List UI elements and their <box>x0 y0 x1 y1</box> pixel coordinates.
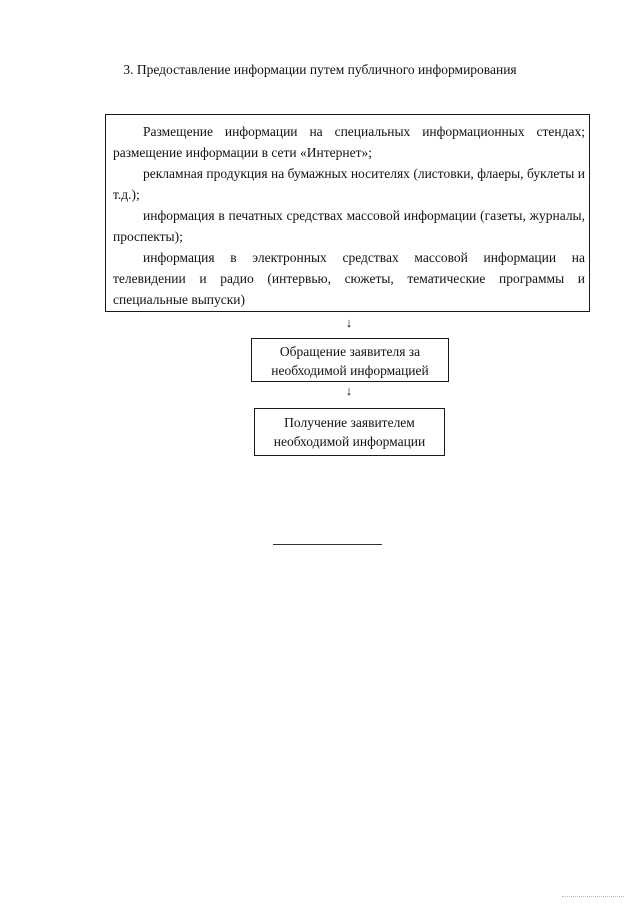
down-arrow-icon: ↓ <box>345 383 353 398</box>
applicant-request-box <box>251 338 449 382</box>
information-received-line-2: необходимой информации <box>273 434 426 449</box>
end-divider-line <box>273 544 382 545</box>
channel-stands-internet: Размещение информации на специальных информационных стендах; размещение информации в сети «Интернет»; <box>113 124 585 160</box>
channel-electronic-media: информация в электронных средствах массовой информации на телевидении и радио (интервью, сюжеты, тематические программы и специальные выпуски) <box>113 250 585 307</box>
down-arrow-icon: ↓ <box>345 315 353 330</box>
public-information-channels-box <box>105 114 590 312</box>
channel-print-media: информация в печатных средствах массовой информации (газеты, журналы, проспекты); <box>113 208 585 244</box>
footer-dotted-mark <box>562 896 624 897</box>
section-heading: 3. Предоставление информации путем публичного информирования <box>123 62 517 77</box>
information-received-line-1: Получение заявителем <box>284 415 415 430</box>
applicant-request-line-2: необходимой информацией <box>271 363 429 378</box>
information-received-box <box>254 408 445 456</box>
channel-printed-advertising: рекламная продукция на бумажных носителях (листовки, флаеры, буклеты и т.д.); <box>113 166 585 202</box>
applicant-request-line-1: Обращение заявителя за <box>279 344 421 359</box>
